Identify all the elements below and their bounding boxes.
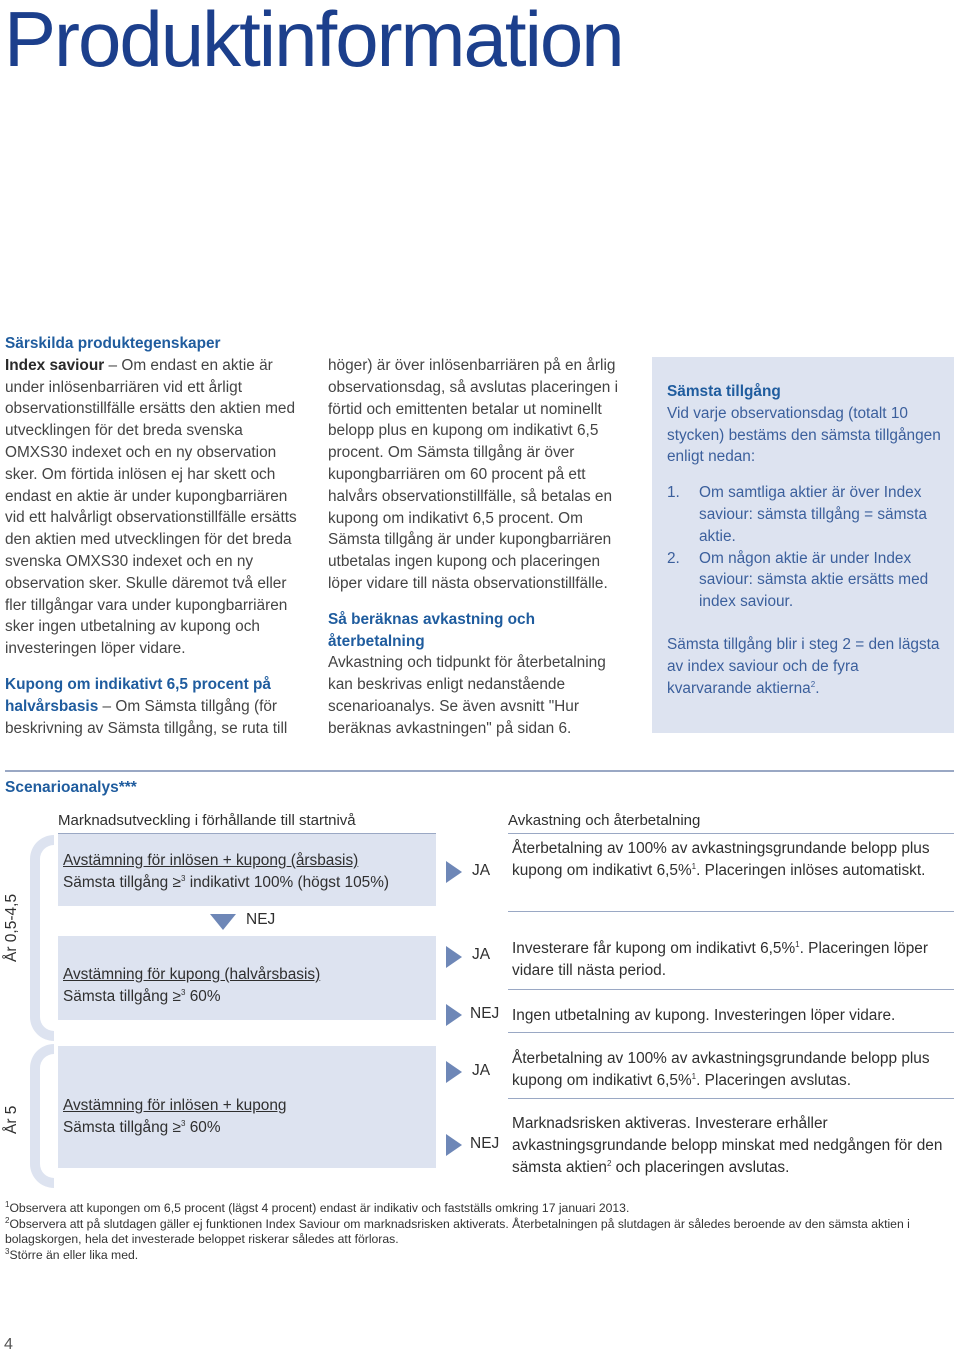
worst-asset-intro: Vid varje observationsdag (totalt 10 stycken) bestäms den sämsta tillgången enligt nedan: bbox=[667, 404, 941, 466]
outcome-rule bbox=[508, 1032, 954, 1033]
gte-symbol: ≥ bbox=[172, 1118, 181, 1136]
worst-asset-heading: Sämsta tillgång bbox=[667, 383, 781, 400]
arrow-right-icon bbox=[446, 1134, 462, 1156]
page-number: 4 bbox=[4, 1336, 13, 1353]
no-label: NEJ bbox=[470, 1135, 500, 1152]
outcome-coupon-paid bbox=[512, 938, 952, 982]
semiannual-check-title: Avstämning för kupong (halvårsbasis) bbox=[63, 966, 321, 983]
coupon-text: – Om Sämsta tillgång (för beskrivning av Sämsta tillgång, se ruta till bbox=[5, 697, 288, 737]
condition-text: Sämsta tillgång bbox=[63, 1118, 173, 1136]
list-item-number: 1. bbox=[667, 484, 680, 502]
list-item bbox=[667, 482, 947, 547]
footnote-number: 2 bbox=[5, 1215, 10, 1225]
footnote-number: 3 bbox=[5, 1246, 10, 1256]
gte-symbol: ≥ bbox=[172, 873, 181, 891]
yes-label: JA bbox=[472, 862, 491, 879]
semiannual-check-text bbox=[63, 964, 433, 1008]
outcome-no-coupon: Ingen utbetalning av kupong. Investeringen löper vidare. bbox=[512, 1007, 896, 1024]
return-text: Avkastning och tidpunkt för återbetalning kan beskrivas enligt nedanstående scenarioanalys. Se även avsnitt "Hur beräknas avkastningen" på sidan 6. bbox=[328, 654, 606, 737]
list-item bbox=[667, 548, 947, 613]
footnote-ref: 3 bbox=[180, 1118, 186, 1128]
outcome-text: Marknadsrisken aktiveras. Investerare erhåller avkastningsgrundande belopp minskat med nedgången för den sämsta aktien bbox=[512, 1115, 943, 1176]
section-heading-return: Så beräknas avkastning och återbetalning bbox=[328, 610, 536, 650]
condition-value: 60% bbox=[185, 1118, 221, 1136]
condition-value: indikativt 100% (högst 105%) bbox=[185, 873, 390, 891]
footnote bbox=[5, 1201, 950, 1217]
worst-asset-list bbox=[667, 482, 947, 613]
scenario-divider bbox=[5, 770, 954, 772]
outcome-text: . Placeringen löper vidare till nästa period. bbox=[512, 940, 928, 979]
footnote-ref: 3 bbox=[180, 987, 186, 997]
list-item-number: 2. bbox=[667, 549, 680, 567]
arrow-right-icon bbox=[446, 1061, 462, 1083]
column-1 bbox=[5, 333, 305, 739]
scenario-title: Scenarioanalys*** bbox=[5, 779, 137, 796]
coupon-continued-text: höger) är över inlösenbarriären på en årlig observationsdag, så avslutas placeringen i förtid och emittenten betalar ut nominellt belopp plus en kupong om indikativt 6,5 procent. Om Sämsta tillgång är över kupongbarriären om 60 procent på ett halvårs observationstillfälle, så betalas en kupong om indikativt 6,5 procent. Om Sämsta tillgång är under kupongbarriären utbetalas ingen kupong och placeringen löper vidare till nästa observationstillfälle. bbox=[328, 357, 619, 592]
brace-year-5 bbox=[30, 1044, 54, 1188]
annual-check-title: Avstämning för inlösen + kupong (årsbasis) bbox=[63, 852, 359, 869]
outcome-text: och placeringen avslutas. bbox=[611, 1158, 790, 1176]
final-check-title: Avstämning för inlösen + kupong bbox=[63, 1097, 287, 1114]
worst-asset-outro bbox=[667, 634, 947, 699]
footnote-number: 1 bbox=[5, 1199, 10, 1209]
no-label: NEJ bbox=[470, 1005, 500, 1022]
no-label: NEJ bbox=[246, 911, 276, 928]
section-heading-special-features: Särskilda produktegenskaper bbox=[5, 335, 221, 352]
annual-check-text bbox=[63, 850, 433, 894]
annual-check-condition bbox=[63, 872, 433, 894]
arrow-right-icon bbox=[446, 1004, 462, 1026]
right-column-header: Avkastning och återbetalning bbox=[508, 812, 701, 829]
list-item-text: Om samtliga aktier är över Index saviour: sämsta tillgång = sämsta aktie. bbox=[699, 484, 927, 545]
footnotes bbox=[5, 1201, 950, 1263]
yes-label: JA bbox=[472, 1062, 491, 1079]
footnote-ref: 2 bbox=[810, 679, 816, 689]
worst-asset-box bbox=[652, 357, 954, 733]
semiannual-check-condition bbox=[63, 986, 433, 1008]
outcome-text: Investerare får kupong om indikativt 6,5% bbox=[512, 940, 796, 957]
footnote-text: Observera att kupongen om 6,5 procent (lägst 4 procent) endast är indikativ och fastställs omkring 17 januari 2013. bbox=[9, 1201, 630, 1215]
yes-label: JA bbox=[472, 946, 491, 963]
outcome-market-risk bbox=[512, 1113, 952, 1178]
period-label-years-1-4: År 0,5-4,5 bbox=[3, 893, 20, 962]
footnote-ref: 1 bbox=[691, 861, 697, 871]
outcome-early-redemption bbox=[512, 838, 952, 882]
arrow-right-icon bbox=[446, 946, 462, 968]
footnote-text: Större än eller lika med. bbox=[9, 1247, 139, 1262]
gte-symbol: ≥ bbox=[172, 987, 181, 1005]
period-label-year-5: År 5 bbox=[3, 1105, 20, 1134]
arrow-down-icon bbox=[210, 914, 236, 930]
condition-text: Sämsta tillgång bbox=[63, 987, 173, 1005]
outcome-rule bbox=[508, 911, 954, 912]
index-saviour-lead: Index saviour bbox=[5, 356, 105, 374]
footnote bbox=[5, 1217, 950, 1248]
condition-text: Sämsta tillgång bbox=[63, 873, 173, 891]
outcome-rule bbox=[508, 989, 954, 990]
outcome-final-redemption bbox=[512, 1048, 952, 1092]
outro-end: . bbox=[815, 679, 820, 697]
footnote-ref: 1 bbox=[691, 1071, 697, 1081]
footnote-ref: 2 bbox=[606, 1158, 612, 1168]
footnote-text: Observera att på slutdagen gäller ej funktionen Index Saviour om marknadsrisken aktiverats. Återbetalningen på slutdagen är således beroende av den sämsta aktien i bolagskorgen, hela det investerade beloppet riskerar således att förloras. bbox=[5, 1216, 910, 1247]
left-column-header: Marknadsutveckling i förhållande till startnivå bbox=[58, 812, 356, 829]
footnote-ref: 1 bbox=[795, 939, 800, 949]
page-title: Produktinformation bbox=[4, 0, 623, 83]
final-check-condition bbox=[63, 1117, 433, 1139]
footnote-ref: 3 bbox=[180, 873, 186, 883]
final-check-text bbox=[63, 1095, 433, 1139]
brace-year-1 bbox=[30, 835, 54, 1041]
list-item-text: Om någon aktie är under Index saviour: sämsta aktie ersätts med index saviour. bbox=[699, 549, 929, 611]
header-rule bbox=[508, 833, 954, 834]
outcome-text: . Placeringen inlöses automatiskt. bbox=[696, 861, 926, 879]
outcome-text: Återbetalning av 100% av avkastningsgrundande belopp plus kupong om indikativt 6,5% bbox=[512, 840, 930, 879]
outcome-text: Återbetalning av 100% av avkastningsgrundande belopp plus kupong om indikativt 6,5% bbox=[512, 1050, 930, 1089]
column-2 bbox=[328, 355, 630, 740]
outcome-text: . Placeringen avslutas. bbox=[696, 1071, 851, 1089]
index-saviour-paragraph bbox=[5, 355, 305, 660]
index-saviour-text: – Om endast en aktie är under inlösenbarriären vid ett årligt observationstillfälle ersätts den aktien med utvecklingen för det breda svenska OMXS30 indexet och en ny observation sker. Om förtida inlösen ej har skett och endast en aktie är under kupongbarriären vid ett halvårligt observationstillfälle ersätts den aktien med utvecklingen för det breda svenska OMXS30 indexet och en ny observation sker. Skulle däremot två eller fler tillgångar vara under kupongbarriären sker ingen utbetalning av kupong och investeringen löper vidare. bbox=[5, 356, 297, 658]
outcome-rule bbox=[508, 1098, 954, 1099]
outro-text: Sämsta tillgång blir i steg 2 = den lägsta av index saviour och de fyra kvarvarande aktierna bbox=[667, 635, 940, 697]
arrow-right-icon bbox=[446, 861, 462, 883]
coupon-paragraph bbox=[5, 674, 305, 739]
condition-value: 60% bbox=[185, 987, 221, 1005]
footnote bbox=[5, 1248, 950, 1264]
coupon-lead: Kupong om indikativt 6,5 procent på halvårsbasis bbox=[5, 675, 271, 715]
